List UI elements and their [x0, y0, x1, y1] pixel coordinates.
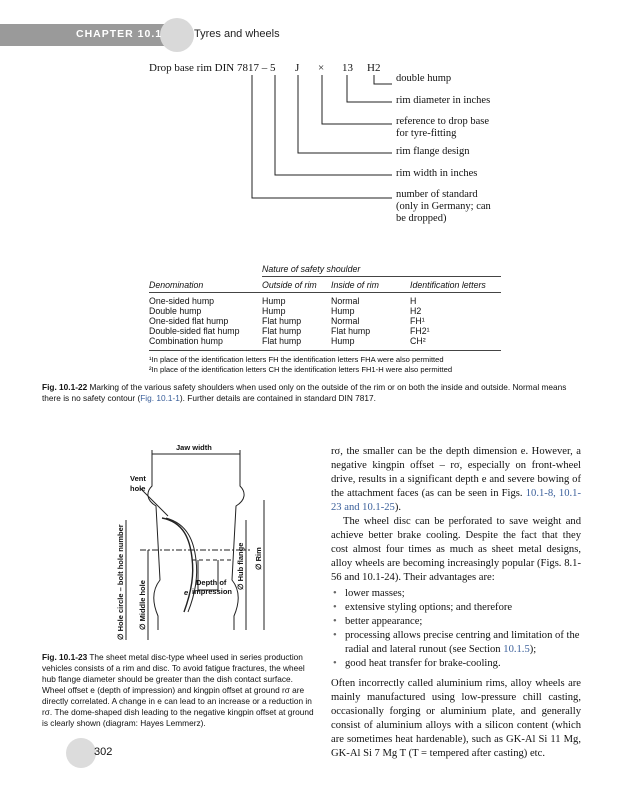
label-rim-flange: rim flange design [396, 146, 470, 157]
rim-code-hump: H2 [367, 62, 381, 74]
rim-code-prefix: Drop base rim DIN 7817 – 5 [149, 62, 276, 74]
label-rim: ∅ Rim [254, 547, 263, 570]
label-hole-circle: ∅ Hole circle – bolt hole number [116, 524, 125, 640]
header-identification: Identification letters [410, 280, 486, 290]
rim-code-times: × [318, 62, 325, 74]
header-outside: Outside of rim [262, 280, 317, 290]
label-impression: impression [192, 587, 233, 596]
fig-22-caption: Fig. 10.1-22 Marking of the various safety shoulders when used only on the outside of the rim or on both the inside and outside. Normal means there is no safety contour (Fig. 10.1-1). Further details are contained in standard DIN 7817. [42, 382, 567, 403]
list-item: • lower masses; [333, 588, 405, 599]
table-group-header: Nature of safety shoulder [262, 264, 361, 274]
header-inside: Inside of rim [331, 280, 379, 290]
rim-code-width-letter: J [295, 62, 300, 74]
figs-link[interactable]: 10.1-8, 10.1-23 and 10.1-25 [331, 488, 582, 513]
rim-designation-diagram [0, 0, 626, 240]
table-bottom-rule [149, 350, 501, 351]
label-jaw-width: Jaw width [176, 443, 212, 452]
label-vent: Vent [130, 474, 146, 483]
paragraph: The wheel disc can be perforated to save weight and achieve better brake cooling. Despite the fact that they cost almost four times as much as sheet metal designs, alloy wheels are becoming increasingly popular (Figs. 8.1-56 and 10.1-24). Their advantages are: [331, 516, 581, 583]
advantages-list [331, 587, 581, 671]
label-depth: Depth of [196, 578, 227, 587]
label-rim-width: rim width in inches [396, 168, 478, 179]
list-item: • better appearance; [333, 616, 423, 627]
header-rule [149, 292, 501, 293]
fig-22-link[interactable]: Fig. 10.1-1 [140, 393, 180, 403]
table-row: One-sided hump Hump Normal H [149, 296, 417, 306]
paragraph: Often incorrectly called aluminium rims, alloy wheels are mainly manufactured using low-pressure chill casting, occasionally forging or aluminium plate, and generally consist of aluminium alloys with a silicon content (which are sometimes heat hardenable), such as GK-Al Si 11 Mg, GK-Al Si 7 Mg T (T = tempered after casting) etc. [331, 678, 581, 759]
list-item: • good heat transfer for brake-cooling. [333, 658, 501, 669]
paragraph: rσ, the smaller can be the depth dimension e. However, a negative kingpin offset – rσ, especially on front-wheel drive, results in a significant depth e and severe bowing of the attachment faces (as can be seen in Figs. 10.1-8, 10.1-23 and 10.1-25). [331, 446, 582, 513]
label-offset-e: e [184, 588, 189, 597]
wheel-section-diagram [100, 440, 315, 640]
label-standard-number: number of standard (only in Germany; can be dropped) [396, 189, 491, 224]
rim-code-leader-lines [0, 0, 626, 240]
wheel-section-drawing [100, 440, 315, 640]
chapter-title: Tyres and wheels [194, 28, 280, 40]
list-item: • processing allows precise centring and limitation of the radial and lateral runout (see Section 10.1.5); [333, 630, 580, 655]
fig-23-label: Fig. 10.1-23 [42, 652, 88, 662]
page-number: 302 [94, 746, 113, 758]
rim-code-diameter: 13 [342, 62, 353, 74]
table-row: Double hump Hump Hump H2 [149, 306, 422, 316]
section-link[interactable]: 10.1.5 [503, 644, 530, 655]
table-footnote-1: ¹In place of the identification letters FH the identification letters FHA were also permitted [149, 355, 444, 364]
fig-23-caption: Fig. 10.1-23 The sheet metal disc-type wheel used in series production vehicles consists of a rim and disc. To avoid fatigue fractures, the wheel hub flange diameter should be greater than the dish contact surface. Wheel offset e (depth of impression) and kingpin offset at ground rσ are directly correlated. A change in e can lead to an increase or a reduction in rσ. The dome-shaped dish leading to the negative kingpin offset at ground is clearly shown (diagram: Hayes Lemmerz). [42, 652, 314, 728]
label-double-hump: double hump [396, 73, 452, 84]
page-number-badge [66, 738, 113, 768]
label-middle-hole: ∅ Middle hole [138, 580, 147, 630]
table-row: Double-sided flat hump Flat hump Flat hump FH2¹ [149, 326, 430, 336]
table-row: One-sided flat hump Flat hump Normal FH¹ [149, 316, 425, 326]
group-rule [262, 276, 501, 277]
list-item: • extensive styling options; and therefore [333, 602, 513, 613]
table-row: Combination hump Flat hump Hump CH² [149, 336, 426, 346]
body-text [331, 445, 581, 761]
label-hole: hole [130, 484, 146, 493]
label-drop-base-reference: reference to drop base for tyre-fitting [396, 116, 489, 139]
chapter-label: CHAPTER 10.1 [76, 28, 163, 40]
header-denomination: Denomination [149, 280, 204, 290]
table-footnote-2: ²In place of the identification letters CH the identification letters FH1-H were also permitted [149, 365, 453, 374]
label-hub-flange: ∅ Hub flange [236, 542, 245, 590]
label-rim-diameter: rim diameter in inches [396, 95, 491, 106]
fig-22-label: Fig. 10.1-22 [42, 382, 88, 392]
